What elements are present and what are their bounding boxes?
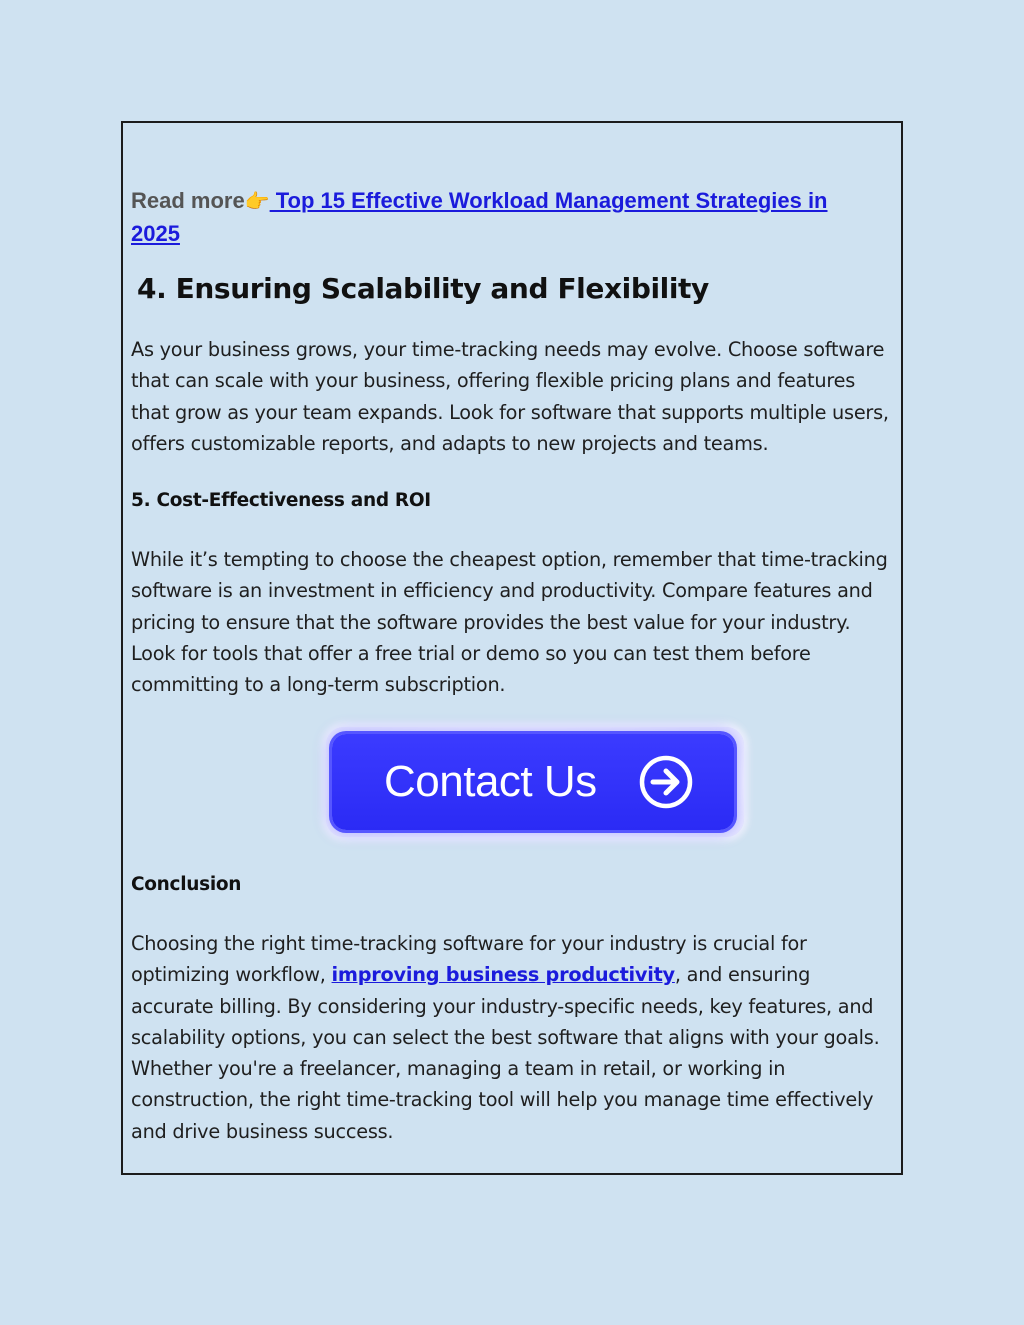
read-more-label: Read more (131, 188, 245, 213)
pointing-hand-icon: 👉 (244, 191, 270, 213)
section-4-heading: 4. Ensuring Scalability and Flexibility (137, 272, 709, 305)
read-more-link[interactable]: Top 15 Effective Workload Management Strategies in 2025 (131, 188, 828, 246)
conclusion-heading: Conclusion (131, 874, 242, 895)
document-page (121, 121, 903, 1175)
section-5-heading: 5. Cost-Effectiveness and ROI (131, 490, 431, 511)
contact-us-label: Contact Us (384, 757, 597, 806)
conclusion-text-start: Choosing the right time-tracking software for your industry is crucial for optimizing workflow, (131, 932, 807, 987)
arrow-right-circle-icon (638, 754, 694, 810)
read-more-line (131, 185, 875, 250)
contact-us-button[interactable] (332, 734, 734, 830)
contact-banner (326, 727, 744, 837)
conclusion-body (131, 928, 895, 1147)
section-4-body: As your business grows, your time-tracking needs may evolve. Choose software that can scale with your business, offering flexible pricing plans and features that grow as your team expands. Look for software that supports multiple users, offers customizable reports, and adapts to new projects and teams. (131, 338, 889, 455)
conclusion-text-end: , and ensuring accurate billing. By considering your industry-specific needs, key features, and scalability options, you can select the best software that aligns with your goals. Whether you're a freelancer, managing a team in retail, or working in construction, the right time-tracking tool will help you manage time effectively and drive business success. (131, 963, 880, 1143)
productivity-link[interactable]: improving business productivity (331, 963, 675, 987)
section-5-body: While it’s tempting to choose the cheapest option, remember that time-tracking software is an investment in efficiency and productivity. Compare features and pricing to ensure that the software provides the best value for your industry. Look for tools that offer a free trial or demo so you can test them before committing to a long-term subscription. (131, 548, 888, 697)
